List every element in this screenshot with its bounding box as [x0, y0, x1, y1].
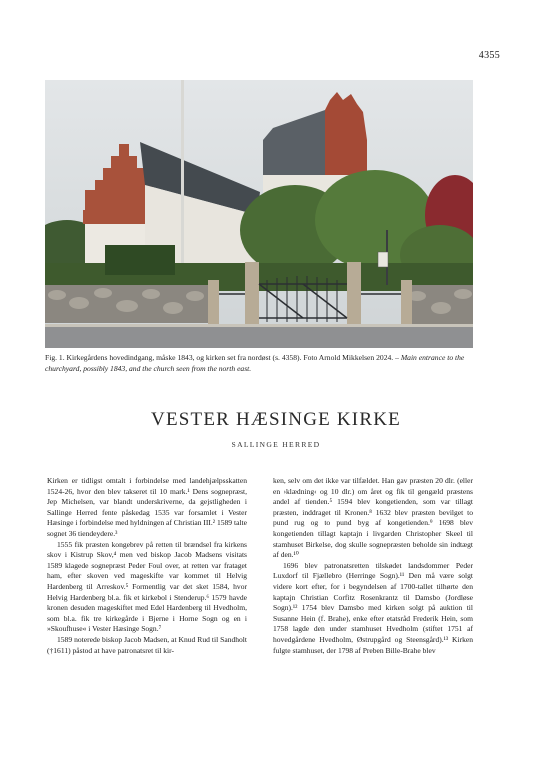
- figure-caption: [45, 353, 475, 374]
- text-column-right: [273, 476, 473, 656]
- paragraph: 1555 fik præsten kongebrev på retten til brændsel fra kirkens skov i Kistrup Skov,⁴ men ved biskop Jacob Madsens visitats 1589 klagede sognepræst Peder Foul over, at retten var frataget ham, efter skoven ved mageskifte var kommet til Helvig Hardenberg til Arreskov.⁵ Formentlig var det sket 1584, hvor Helvig Hardenberg bl.a. fik et kirkebol i Stenderup.⁶ 1579 havde kronen desuden mageskiftet med Edel Hardenberg til Hvedholm, som bl.a. fik tre kirkegårde i Bjerne i Horne Sogn og en i »Skoufhuse« i Vester Hæsinge Sogn.⁷: [47, 539, 247, 634]
- paragraph: 1589 noterede biskop Jacob Madsen, at Knud Rud til Sandholt (†1611) påstod at have patronatsret til kir-: [47, 634, 247, 655]
- church-photo-drawing: [45, 80, 473, 348]
- caption-danish: Fig. 1. Kirkegårdens hovedindgang, måske 1843, og kirken set fra nordøst (s. 4358). Foto Arnold Mikkelsen 2024.: [45, 353, 394, 362]
- article-title: VESTER HÆSINGE KIRKE: [151, 409, 401, 430]
- page-number: 4355: [478, 50, 500, 61]
- paragraph: ken, selv om det ikke var tilfældet. Han gav præsten 20 dlr. (eller en ›klædning‹ og 10 dlr.) om året og fik til gengæld præstens andel af tienden.⁵ 1594 blev kongetienden, som var tillagt præsten, inddraget til Kronen.⁸ 1632 blev præsten bevilget to pund rug og to pund byg af kongetienden.⁹ 1698 blev kongetienden tillagt kaptajn i livgarden Christopher Skeel til stamhuset Birkelse, dog skulle sognepræsten beholde sin indtægt af den.¹⁰: [273, 476, 473, 560]
- caption-english: – Main entrance to the churchyard, possibly 1843, and the church seen from the north east.: [45, 353, 465, 373]
- church-photo: [45, 80, 473, 348]
- paragraph: 1696 blev patronatsretten tilskødet landsdommer Peder Luxdorf til Fjællebro (Herringe Sogn).¹¹ Den må være solgt videre kort efter, for i begyndelsen af 1700-tallet tilhørte den kaptajn Christian Corfitz Rosenkrantz til Damsbo (Jordløse Sogn).¹² 1754 blev Damsbo med kirken solgt på auktion til Susanne Hein (f. Brahe), enke efter etatsråd Frederik Hein, som 1758 lagde den under stamhuset Hvedholm (stiftet 1751 af hovedgårdene Hvedholm, Østrupgård og Steensgård).¹³ Kirken fulgte stamhuset, der 1798 af Preben Bille-Brahe blev: [273, 560, 473, 655]
- text-column-left: [47, 476, 247, 656]
- paragraph: Kirken er tidligst omtalt i forbindelse med landehjælpsskatten 1524-26, hvor den blev takseret til 10 mark.¹ Dens sognepræst, Jep Michelsen, var blandt underskriverne, da gejstligheden i Sallinge Herred fente påskedag 1535 var forsamlet i Vester Hæsinge i forbindelse med hyldningen af Christian III.² 1589 talte sognet 36 tiendeydere.³: [47, 476, 247, 538]
- article-subtitle: SALLINGE HERRED: [231, 440, 321, 449]
